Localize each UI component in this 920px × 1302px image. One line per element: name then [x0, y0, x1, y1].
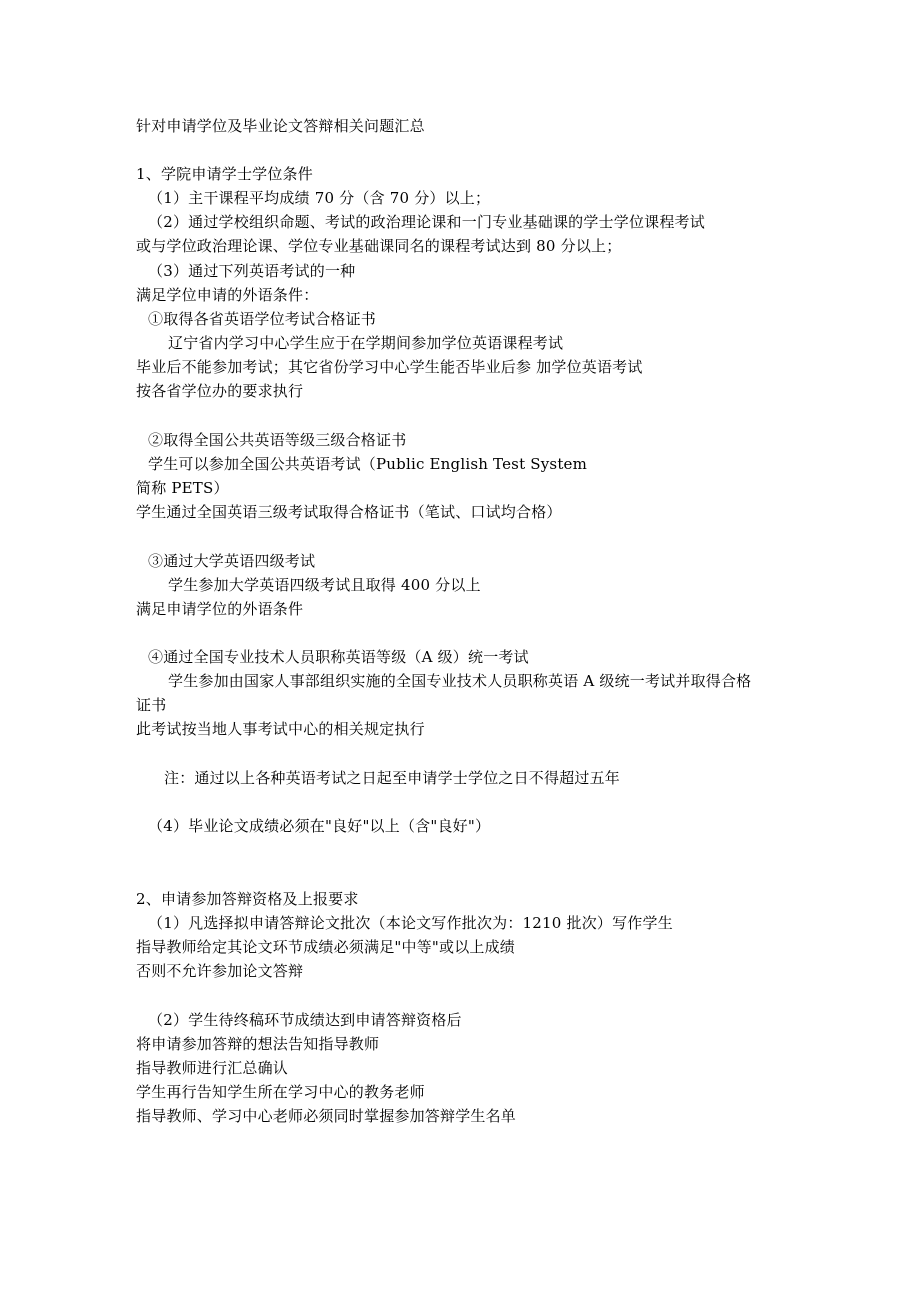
section2-item1-line3: 否则不允许参加论文答辩	[136, 962, 304, 980]
option1-line1: 辽宁省内学习中心学生应于在学期间参加学位英语课程考试	[168, 334, 564, 352]
option1-title: ①取得各省英语学位考试合格证书	[148, 310, 377, 328]
section2-item1-line1: （1）凡选择拟申请答辩论文批次（本论文写作批次为：1210 批次）写作学生	[148, 914, 673, 932]
section1-item3-line1: （3）通过下列英语考试的一种	[148, 262, 356, 280]
section2-item2-line3: 指导教师进行汇总确认	[136, 1059, 289, 1077]
option4-title: ④通过全国专业技术人员职称英语等级（A 级）统一考试	[148, 648, 529, 666]
english-exam-note: 注：通过以上各种英语考试之日起至申请学士学位之日不得超过五年	[164, 769, 621, 787]
option3-title: ③通过大学英语四级考试	[148, 552, 316, 570]
document-title: 针对申请学位及毕业论文答辩相关问题汇总	[136, 117, 425, 135]
option1-line3: 按各省学位办的要求执行	[136, 382, 304, 400]
section2-heading: 2、申请参加答辩资格及上报要求	[136, 890, 359, 908]
section2-item2-line1: （2）学生待终稿环节成绩达到申请答辩资格后	[148, 1011, 462, 1029]
section2-item2-line4: 学生再行告知学生所在学习中心的教务老师	[136, 1083, 425, 1101]
option2-line2: 简称 PETS）	[136, 479, 229, 497]
section1-item2-line2: 或与学位政治理论课、学位专业基础课同名的课程考试达到 80 分以上；	[136, 237, 622, 255]
option1-line2: 毕业后不能参加考试；其它省份学习中心学生能否毕业后参 加学位英语考试	[136, 358, 643, 376]
section2-item1-line2: 指导教师给定其论文环节成绩必须满足"中等"或以上成绩	[136, 938, 516, 956]
option2-line3: 学生通过全国英语三级考试取得合格证书（笔试、口试均合格）	[136, 503, 562, 521]
option4-line1: 学生参加由国家人事部组织实施的全国专业技术人员职称英语 A 级统一考试并取得合格	[168, 672, 752, 690]
section1-item3-line2: 满足学位申请的外语条件：	[136, 286, 319, 304]
option4-line3: 此考试按当地人事考试中心的相关规定执行	[136, 720, 425, 738]
section2-item2-line2: 将申请参加答辩的想法告知指导教师	[136, 1035, 380, 1053]
option3-line1: 学生参加大学英语四级考试且取得 400 分以上	[168, 576, 481, 594]
option3-line2: 满足申请学位的外语条件	[136, 600, 304, 618]
option2-title: ②取得全国公共英语等级三级合格证书	[148, 431, 407, 449]
section1-item2-line1: （2）通过学校组织命题、考试的政治理论课和一门专业基础课的学士学位课程考试	[148, 213, 705, 231]
option2-line1: 学生可以参加全国公共英语考试（Public English Test System	[148, 455, 588, 473]
section2-item2-line5: 指导教师、学习中心老师必须同时掌握参加答辩学生名单	[136, 1107, 517, 1125]
section1-item1: （1）主干课程平均成绩 70 分（含 70 分）以上；	[148, 189, 491, 207]
option4-line2: 证书	[136, 696, 167, 714]
section1-heading: 1、学院申请学士学位条件	[136, 165, 313, 183]
section1-item4: （4）毕业论文成绩必须在"良好"以上（含"良好"）	[148, 817, 491, 835]
